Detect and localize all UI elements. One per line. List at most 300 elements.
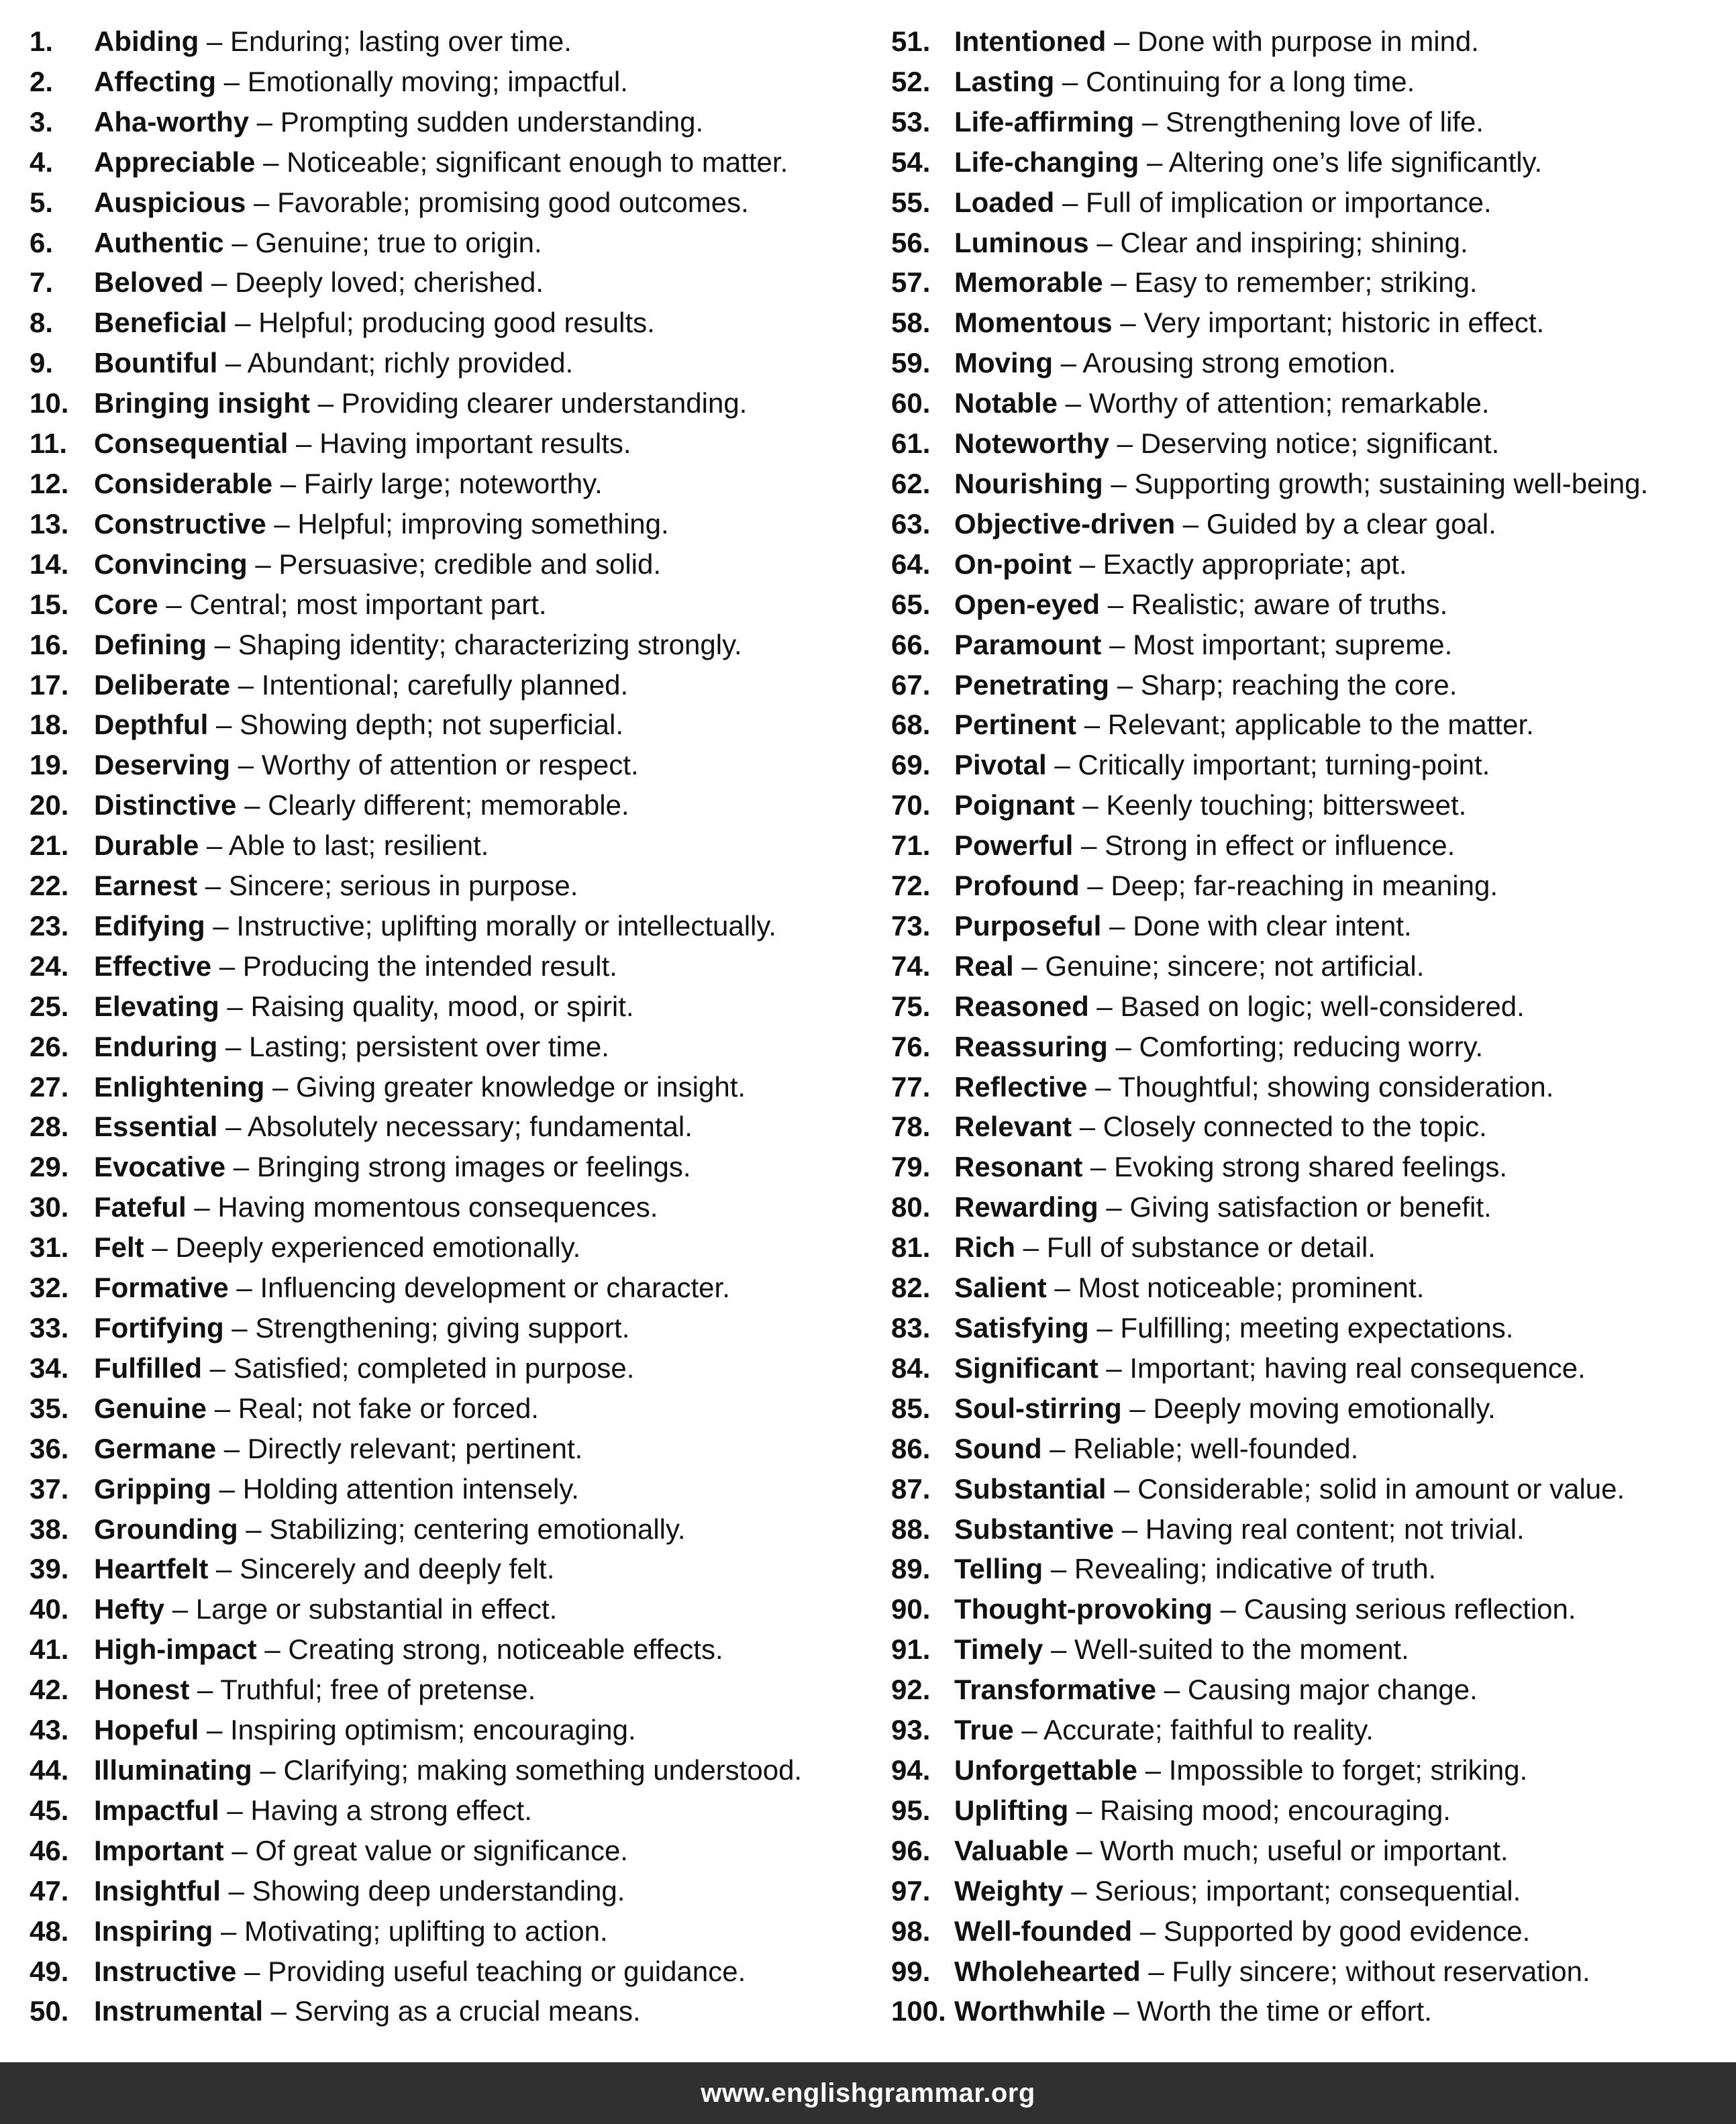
entry-definition: Strengthening; giving support. [255,1312,630,1344]
entry-word: Gripping [94,1472,211,1505]
entry-separator: – [1073,829,1105,862]
entry-definition: Intentional; carefully planned. [261,668,629,701]
entry-number: 49. [30,1955,69,1987]
entry-word: Impactful [94,1794,219,1826]
list-item [30,906,882,946]
entry-definition: Motivating; uplifting to action. [244,1915,608,1947]
entry-word: Powerful [954,829,1074,862]
list-item [30,946,882,987]
entry-separator: – [189,1674,221,1706]
entry-separator: – [199,829,229,862]
entry-number: 68. [891,709,931,741]
list-item [30,745,882,785]
list-item [891,464,1730,504]
footer-bar [0,2062,1736,2124]
entry-separator: – [197,870,229,902]
entry-word: Honest [94,1674,190,1706]
entry-definition: Showing depth; not superficial. [240,709,624,741]
entry-word: Insightful [94,1874,221,1907]
entry-word: Valuable [954,1834,1069,1866]
entry-number: 60. [891,387,931,419]
entry-number: 95. [891,1794,931,1826]
entry-word: Enduring [94,1030,218,1062]
list-item [891,1952,1730,1992]
entry-definition: Having real content; not trivial. [1145,1513,1525,1545]
entry-word: On-point [954,548,1072,580]
entry-number: 85. [891,1392,931,1424]
entry-definition: Central; most important part. [189,588,547,620]
entry-separator: – [1134,105,1166,138]
entry-number: 47. [30,1874,69,1907]
entry-word: Life-changing [954,146,1139,178]
entry-separator: – [1054,186,1086,218]
entry-separator: – [225,1151,257,1183]
entry-number: 19. [30,749,69,781]
entry-number: 27. [30,1070,69,1103]
entry-definition: Worthy of attention; remarkable. [1088,387,1490,419]
list-item [30,1388,882,1429]
entry-number: 92. [891,1674,931,1706]
entry-definition: Inspiring optimism; encouraging. [230,1714,636,1746]
list-item [30,585,882,625]
entry-separator: – [219,990,251,1022]
list-item [891,504,1730,544]
list-item [30,504,882,544]
entry-separator: – [1139,146,1169,178]
entry-word: Genuine [94,1392,207,1424]
list-item [891,1750,1730,1790]
entry-number: 86. [891,1432,931,1464]
list-item [891,142,1730,183]
entry-word: Weighty [954,1874,1064,1907]
list-item [891,423,1730,464]
entry-definition: Very important; historic in effect. [1143,307,1545,339]
entry-word: Auspicious [94,186,246,218]
entry-word: Considerable [94,467,273,499]
entry-definition: Worth much; useful or important. [1100,1834,1509,1866]
entry-number: 67. [891,668,931,701]
entry-number: 93. [891,1714,931,1746]
list-item [891,987,1730,1027]
list-item [891,1509,1730,1550]
entry-separator: – [1114,1513,1145,1545]
entry-word: Purposeful [954,909,1102,942]
list-item [30,1991,882,2031]
entry-definition: Clarifying; making something understood. [283,1754,803,1786]
entry-definition: Providing clearer understanding. [341,387,748,419]
entry-definition: Strengthening love of life. [1166,105,1484,138]
entry-word: Heartfelt [94,1553,209,1585]
entry-separator: – [1074,789,1107,821]
entry-separator: – [230,749,262,781]
list-item [30,544,882,585]
entry-word: Pivotal [954,749,1047,781]
entry-separator: – [256,1633,289,1666]
entry-number: 70. [891,789,931,821]
list-item [30,665,882,705]
entry-separator: – [158,588,190,620]
entry-word: Bringing insight [94,387,310,419]
entry-separator: – [208,709,240,741]
entry-number: 8. [30,307,54,339]
entry-number: 26. [30,1030,69,1062]
entry-definition: Accurate; faithful to reality. [1043,1714,1374,1746]
list-item [891,183,1730,223]
entry-definition: Abundant; richly provided. [247,347,574,379]
entry-number: 61. [891,427,931,460]
entry-number: 90. [891,1593,931,1625]
entry-separator: – [213,1915,245,1947]
entry-number: 45. [30,1794,69,1826]
entry-word: Durable [94,829,199,862]
entry-word: Reflective [954,1070,1088,1103]
entry-separator: – [1054,65,1086,97]
list-item [891,1147,1730,1187]
entry-number: 7. [30,266,54,299]
entry-separator: – [238,1513,270,1545]
entry-number: 58. [891,307,931,339]
entry-separator: – [309,387,342,419]
list-item [30,1911,882,1952]
entry-definition: Noticeable; significant enough to matter. [287,146,788,178]
entry-number: 71. [891,829,931,862]
list-item [30,183,882,223]
list-item [30,1187,882,1227]
entry-word: Sound [954,1432,1042,1464]
list-item [30,1027,882,1067]
list-item [30,464,882,504]
entry-separator: – [216,1432,248,1464]
list-item [30,1348,882,1388]
entry-separator: – [216,65,248,97]
entry-definition: Impossible to forget; striking. [1168,1754,1528,1786]
entry-separator: – [211,950,243,982]
entry-number: 53. [891,105,931,138]
entry-definition: Deeply experienced emotionally. [175,1231,581,1264]
entry-number: 99. [891,1955,931,1987]
entry-definition: Genuine; true to origin. [255,226,542,258]
list-item [30,303,882,343]
list-item [891,1670,1730,1710]
list-item [30,1549,882,1589]
entry-word: Grounding [94,1513,238,1545]
entry-number: 13. [30,507,69,540]
entry-definition: Deeply moving emotionally. [1153,1392,1496,1424]
entry-definition: Instructive; uplifting morally or intellectually. [236,909,776,942]
entry-number: 87. [891,1472,931,1505]
entry-word: Satisfying [954,1312,1089,1344]
entry-word: Important [94,1834,224,1866]
entry-word: Penetrating [954,668,1110,701]
entry-separator: – [1013,1714,1044,1746]
list-item [30,423,882,464]
entry-separator: – [1052,347,1083,379]
entry-separator: – [207,1392,238,1424]
entry-number: 63. [891,507,931,540]
entry-separator: – [1106,1472,1138,1505]
entry-separator: – [1043,1633,1074,1666]
list-item [891,1469,1730,1509]
entry-word: Wholehearted [954,1955,1141,1987]
entry-number: 43. [30,1714,69,1746]
entry-definition: Providing useful teaching or guidance. [268,1955,746,1987]
entry-number: 52. [891,65,931,97]
entry-word: Luminous [954,226,1089,258]
list-item [30,1469,882,1509]
entry-word: Intentioned [954,26,1107,57]
entry-definition: Raising quality, mood, or spirit. [250,990,634,1022]
entry-separator: – [186,1191,218,1223]
entry-separator: – [263,1995,295,2027]
list-item [891,1227,1730,1268]
entry-separator: – [217,347,248,379]
entry-number: 77. [891,1070,931,1103]
entry-definition: Strong in effect or influence. [1105,829,1456,862]
list-item [30,223,882,263]
entry-number: 82. [891,1272,931,1304]
list-item [30,1750,882,1790]
entry-definition: Arousing strong emotion. [1082,347,1396,379]
list-item [30,1790,882,1831]
entry-separator: – [1121,1392,1154,1424]
entry-definition: Worthy of attention or respect. [261,749,639,781]
entry-definition: Causing serious reflection. [1243,1593,1576,1625]
entry-definition: Deeply loved; cherished. [235,266,544,299]
entry-word: Reasoned [954,990,1089,1022]
entry-number: 9. [30,347,54,379]
entry-word: Appreciable [94,146,256,178]
entry-word: Pertinent [954,709,1077,741]
list-item [891,62,1730,102]
entry-word: Germane [94,1432,217,1464]
list-item [891,1831,1730,1871]
entry-definition: Thoughtful; showing consideration. [1118,1070,1554,1103]
entry-separator: – [1013,950,1045,982]
entry-number: 81. [891,1231,931,1264]
entry-word: Illuminating [94,1754,252,1786]
list-item [891,1308,1730,1348]
entry-number: 96. [891,1834,931,1866]
entry-number: 21. [30,829,69,862]
list-item [891,946,1730,987]
list-item [891,1871,1730,1911]
entry-separator: – [1088,226,1121,258]
entry-word: Poignant [954,789,1075,821]
list-item [891,785,1730,825]
list-item [30,1227,882,1268]
entry-definition: Helpful; producing good results. [258,307,655,339]
entry-word: Timely [954,1633,1043,1666]
entry-number: 94. [891,1754,931,1786]
entry-number: 42. [30,1674,69,1706]
entry-word: Aha-worthy [94,105,249,138]
entry-definition: Deep; far-reaching in meaning. [1111,870,1498,902]
entry-word: Substantive [954,1513,1115,1545]
entry-definition: Done with purpose in mind. [1137,26,1479,57]
entry-word: True [954,1714,1014,1746]
entry-word: Unforgettable [954,1754,1137,1786]
list-item [891,1107,1730,1147]
entry-number: 64. [891,548,931,580]
entry-definition: Of great value or significance. [255,1834,628,1866]
entry-separator: – [1103,467,1135,499]
entry-separator: – [1098,1352,1130,1384]
list-item [891,1187,1730,1227]
entry-separator: – [249,105,280,138]
entry-separator: – [223,1834,256,1866]
entry-separator: – [272,467,304,499]
entry-definition: Producing the intended result. [242,950,617,982]
entry-definition: Stabilizing; centering emotionally. [269,1513,686,1545]
list-item [891,544,1730,585]
entry-definition: Full of substance or detail. [1046,1231,1376,1264]
entry-number: 38. [30,1513,69,1545]
entry-definition: Sincerely and deeply felt. [240,1553,555,1585]
list-item [30,1429,882,1469]
list-item [891,343,1730,383]
entry-word: Convincing [94,548,248,580]
entry-number: 18. [30,709,69,741]
entry-separator: – [202,1352,234,1384]
entry-word: High-impact [94,1633,257,1666]
entry-separator: – [1076,709,1108,741]
list-item [30,625,882,665]
entry-definition: Sharp; reaching the core. [1140,668,1458,701]
list-item [891,1629,1730,1670]
entry-number: 22. [30,870,69,902]
entry-separator: – [1156,1674,1188,1706]
entry-definition: Lasting; persistent over time. [249,1030,609,1062]
entry-word: Instrumental [94,1995,264,2027]
entry-separator: – [288,427,320,460]
entry-word: Rich [954,1231,1016,1264]
entry-definition: Clear and inspiring; shining. [1120,226,1468,258]
list-item [30,1670,882,1710]
entry-separator: – [1058,387,1089,419]
entry-number: 25. [30,990,69,1022]
list-item [30,1629,882,1670]
entry-separator: – [1079,870,1111,902]
entry-number: 24. [30,950,69,982]
entry-definition: Creating strong, noticeable effects. [288,1633,723,1666]
entry-number: 28. [30,1111,69,1143]
entry-definition: Persuasive; credible and solid. [278,548,662,580]
entry-definition: Sincere; serious in purpose. [228,870,578,902]
entry-number: 6. [30,226,54,258]
entry-separator: – [236,789,268,821]
entry-word: Loaded [954,186,1055,218]
entry-number: 31. [30,1231,69,1264]
entry-number: 12. [30,467,69,499]
entry-word: Substantial [954,1472,1107,1505]
entry-definition: Prompting sudden understanding. [280,105,704,138]
entry-word: Evocative [94,1151,226,1183]
entry-separator: – [1101,909,1133,942]
entry-definition: Critically important; turning-point. [1078,749,1490,781]
entry-separator: – [1107,1030,1139,1062]
entry-separator: – [206,628,238,660]
entry-separator: – [1140,1955,1172,1987]
entry-separator: – [264,1070,296,1103]
entry-word: Significant [954,1352,1099,1384]
list-item [30,1107,882,1147]
entry-word: Distinctive [94,789,237,821]
entry-definition: Done with clear intent. [1133,909,1412,942]
list-item [30,705,882,745]
entry-number: 91. [891,1633,931,1666]
list-item [891,745,1730,785]
entry-number: 59. [891,347,931,379]
entry-definition: Large or substantial in effect. [195,1593,558,1625]
entry-number: 62. [891,467,931,499]
entry-word: Hefty [94,1593,165,1625]
list-item [891,866,1730,906]
list-item [891,1549,1730,1589]
entry-definition: Helpful; improving something. [297,507,669,540]
entry-word: Essential [94,1111,218,1143]
entry-word: Well-founded [954,1915,1133,1947]
list-item [891,906,1730,946]
entry-definition: Clearly different; memorable. [268,789,629,821]
list-item [891,665,1730,705]
entry-separator: – [1106,26,1138,57]
entry-word: Real [954,950,1014,982]
entry-definition: Evoking strong shared feelings. [1114,1151,1508,1183]
entry-number: 2. [30,65,54,97]
entry-definition: Real; not fake or forced. [238,1392,539,1424]
list-item [891,585,1730,625]
entry-separator: – [144,1231,176,1264]
entry-separator: – [223,1312,256,1344]
entry-separator: – [164,1593,196,1625]
entry-separator: – [199,1714,231,1746]
entry-definition: Relevant; applicable to the matter. [1107,709,1534,741]
list-item [30,1509,882,1550]
entry-number: 100. [891,1995,946,2027]
entry-definition: Fully sincere; without reservation. [1172,1955,1590,1987]
entry-definition: Realistic; aware of truths. [1131,588,1448,620]
list-item [30,1710,882,1750]
entry-word: Formative [94,1272,229,1304]
list-item [891,1991,1730,2031]
entry-word: Fateful [94,1191,187,1223]
entry-definition: Having important results. [319,427,631,460]
list-item [30,1952,882,1992]
entry-definition: Based on logic; well-considered. [1120,990,1525,1022]
list-item [30,343,882,383]
entry-definition: Able to last; resilient. [228,829,489,862]
entry-separator: – [1109,427,1141,460]
list-item [30,785,882,825]
entry-separator: – [1175,507,1207,540]
entry-definition: Comforting; reducing worry. [1139,1030,1484,1062]
entry-definition: Serious; important; consequential. [1094,1874,1521,1907]
entry-separator: – [1212,1593,1244,1625]
entry-separator: – [208,1553,240,1585]
entry-separator: – [220,1874,252,1907]
entry-number: 80. [891,1191,931,1223]
entry-number: 29. [30,1151,69,1183]
entry-definition: Most important; supreme. [1133,628,1453,660]
entry-definition: Truthful; free of pretense. [220,1674,536,1706]
entry-word: Beneficial [94,307,227,339]
entry-definition: Showing deep understanding. [252,1874,625,1907]
entry-definition: Fulfilling; meeting expectations. [1120,1312,1514,1344]
entry-word: Deserving [94,749,231,781]
entry-separator: – [1132,1915,1164,1947]
entry-definition: Considerable; solid in amount or value. [1137,1472,1625,1505]
entry-number: 76. [891,1030,931,1062]
